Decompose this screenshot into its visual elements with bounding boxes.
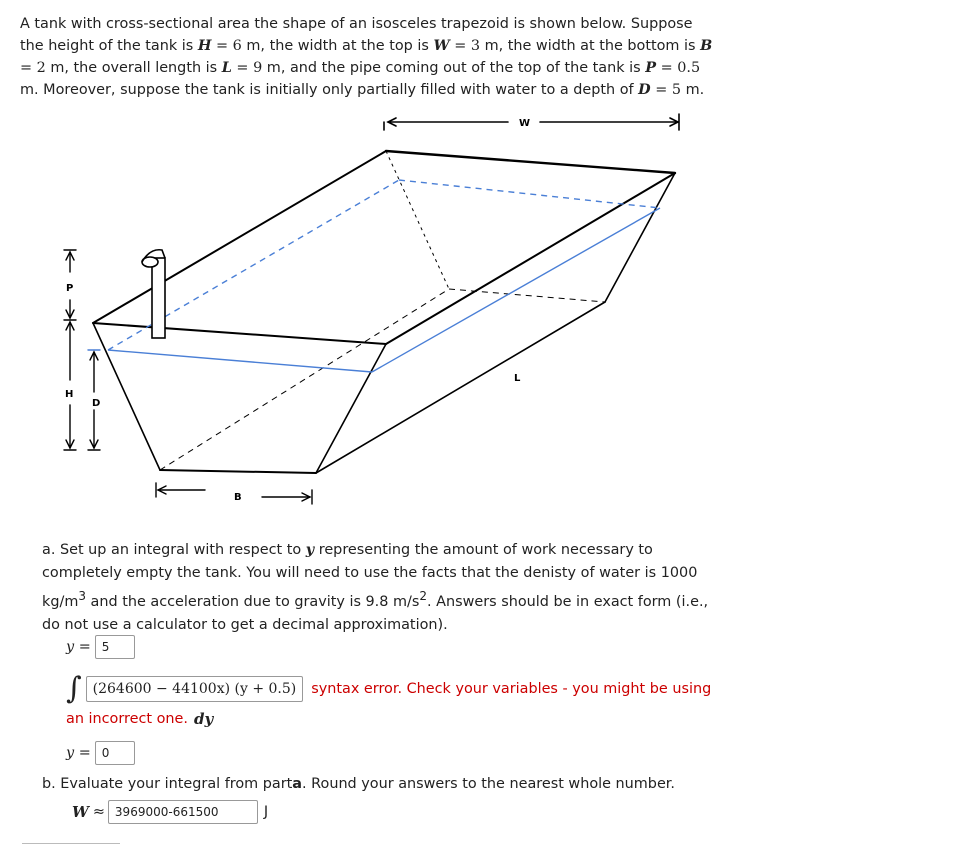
intro-text: m, and the pipe coming out of the top of the tank is: [262, 60, 646, 76]
y-symbol: y: [305, 541, 315, 558]
integrand-input[interactable]: (264600 − 44100x) (y + 0.5): [86, 676, 304, 702]
part-b-text: . Round your answers to the nearest whole number.: [302, 776, 675, 792]
tank-front-slant: [316, 344, 386, 473]
sup-2: 2: [419, 589, 427, 603]
part-a-text: a. Set up an integral with respect to: [42, 542, 306, 558]
D-symbol: D: [638, 81, 651, 98]
water-front-edge: [108, 350, 372, 372]
label-P: P: [66, 283, 74, 294]
L-value: = 9: [231, 60, 263, 76]
integrand-row: [66, 671, 712, 706]
label-W: W: [519, 118, 531, 129]
B-value: = 2: [20, 60, 46, 76]
intro-text: A tank with cross-sectional area the shape of an isosceles trapezoid is shown below. Suppose the height of the tank is: [20, 16, 693, 54]
part-b-ref: a: [292, 776, 303, 792]
B-symbol: B: [700, 37, 713, 54]
label-B: B: [234, 492, 242, 503]
upper-limit-label: y =: [66, 639, 91, 655]
error-message-cont: an incorrect one.: [66, 711, 188, 727]
part-a-text: and the acceleration due to gravity is 9.8 m/s: [85, 593, 420, 610]
label-H: H: [65, 389, 74, 400]
sup-3: 3: [78, 589, 86, 603]
hidden-bottom-right: [449, 289, 605, 302]
tank-bottom-front-edge: [160, 470, 316, 473]
L-symbol: L: [221, 59, 232, 76]
intro-text: m, the width at the bottom is: [480, 38, 701, 54]
lower-limit-label: y =: [66, 745, 91, 761]
D-value: = 5: [650, 82, 682, 98]
work-answer-input[interactable]: 3969000-661500: [108, 800, 258, 824]
W-label: W: [72, 803, 89, 821]
tank-diagram: [0, 100, 958, 520]
integral-sign: ∫: [66, 671, 82, 706]
lower-limit-input[interactable]: 0: [95, 741, 135, 765]
W-value: = 3: [449, 38, 480, 54]
pipe: [142, 250, 165, 338]
water-back-right: [399, 180, 660, 208]
part-a-text: . Answers should be in exact form (i.e., do not use a calculator to get a decimal approximation).: [42, 593, 709, 633]
H-value: = 6: [211, 38, 242, 54]
label-L: L: [514, 373, 521, 384]
part-a-text: representing the amount of work necessary to completely empty the tank. You will need to use the facts that the denisty of water is 1000 kg/m: [42, 542, 698, 610]
upper-limit-row: [66, 635, 135, 659]
error-message: syntax error. Check your variables - you might be using: [311, 681, 712, 697]
hidden-back-slant: [386, 151, 449, 289]
P-symbol: P: [645, 59, 657, 76]
lower-limit-row: [66, 741, 135, 765]
P-value: = 0.5: [656, 60, 701, 76]
approx-symbol: ≈: [92, 804, 105, 820]
intro-text: m, the width at the top is: [241, 38, 434, 54]
part-b-text: b. Evaluate your integral from part: [42, 776, 293, 792]
tank-bottom-right-edge: [316, 302, 605, 473]
error-continuation-row: [66, 710, 213, 728]
tank-top-back-edge: [93, 151, 386, 323]
intro-text: m. Moreover, suppose the tank is initially only partially filled with water to a depth of: [20, 82, 639, 98]
part-b-prompt: [42, 776, 675, 792]
hidden-bottom-back: [160, 289, 449, 470]
tank-left-slant: [93, 323, 160, 470]
tank-right-slant: [605, 173, 675, 302]
intro-text: m, the overall length is: [45, 60, 222, 76]
dy-symbol: dy: [193, 710, 214, 728]
tank-top-front-right: [386, 173, 675, 344]
W-symbol: W: [433, 37, 450, 54]
problem-statement: [20, 14, 720, 101]
divider: [22, 843, 120, 844]
label-D: D: [92, 398, 101, 409]
part-a-prompt: [42, 538, 722, 637]
water-right-edge: [372, 208, 660, 372]
intro-text: m.: [681, 82, 705, 98]
work-answer-row: [72, 800, 268, 824]
H-symbol: H: [197, 37, 212, 54]
tank-top-right-edge: [386, 151, 675, 173]
upper-limit-input[interactable]: 5: [95, 635, 135, 659]
unit-label: J: [263, 804, 269, 820]
